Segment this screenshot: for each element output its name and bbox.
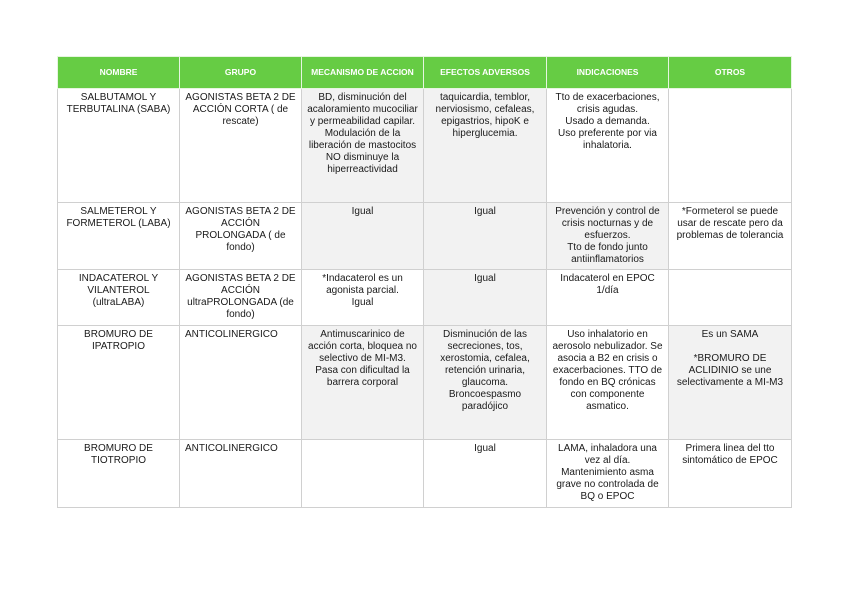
cell-mecanismo: BD, disminución del acaloramiento mucociliar y permeabilidad capilar. Modulación de la liberación de mastocitos NO disminuye la hiperreactividad	[302, 89, 424, 203]
header-grupo: GRUPO	[180, 57, 302, 89]
header-indicaciones: INDICACIONES	[547, 57, 669, 89]
cell-grupo: ANTICOLINERGICO	[180, 326, 302, 440]
cell-efectos: Igual	[424, 203, 547, 270]
cell-efectos: Igual	[424, 440, 547, 508]
cell-mecanismo: Igual	[302, 203, 424, 270]
cell-efectos: Igual	[424, 270, 547, 326]
cell-otros: Es un SAMA *BROMURO DE ACLIDINIO se une selectivamente a MI-M3	[669, 326, 792, 440]
table-row	[58, 89, 792, 203]
cell-mecanismo: *Indacaterol es un agonista parcial. Igual	[302, 270, 424, 326]
header-row	[58, 57, 792, 89]
cell-otros	[669, 89, 792, 203]
cell-otros: Primera linea del tto sintomático de EPOC	[669, 440, 792, 508]
cell-otros: *Formeterol se puede usar de rescate pero da problemas de tolerancia	[669, 203, 792, 270]
cell-grupo: AGONISTAS BETA 2 DE ACCIÓN PROLONGADA ( de fondo)	[180, 203, 302, 270]
cell-efectos: Disminución de las secreciones, tos, xerostomia, cefalea, retención urinaria, glaucoma. Broncoespasmo paradójico	[424, 326, 547, 440]
cell-nombre: BROMURO DE IPATROPIO	[58, 326, 180, 440]
cell-indicaciones: Indacaterol en EPOC 1/día	[547, 270, 669, 326]
header-mecanismo: MECANISMO DE ACCION	[302, 57, 424, 89]
table-row	[58, 270, 792, 326]
cell-nombre: SALMETEROL Y FORMETEROL (LABA)	[58, 203, 180, 270]
cell-nombre: BROMURO DE TIOTROPIO	[58, 440, 180, 508]
header-efectos: EFECTOS ADVERSOS	[424, 57, 547, 89]
cell-nombre: INDACATEROL Y VILANTEROL (ultraLABA)	[58, 270, 180, 326]
cell-efectos: taquicardia, temblor, nerviosismo, cefaleas, epigastrios, hipoK e hiperglucemia.	[424, 89, 547, 203]
cell-grupo: AGONISTAS BETA 2 DE ACCIÓN CORTA ( de rescate)	[180, 89, 302, 203]
cell-indicaciones: Prevención y control de crisis nocturnas y de esfuerzos. Tto de fondo junto antiinflamatorios	[547, 203, 669, 270]
header-otros: OTROS	[669, 57, 792, 89]
cell-grupo: ANTICOLINERGICO	[180, 440, 302, 508]
table-row	[58, 326, 792, 440]
cell-mecanismo	[302, 440, 424, 508]
cell-grupo: AGONISTAS BETA 2 DE ACCIÓN ultraPROLONGADA (de fondo)	[180, 270, 302, 326]
cell-indicaciones: LAMA, inhaladora una vez al día. Mantenimiento asma grave no controlada de BQ o EPOC	[547, 440, 669, 508]
cell-otros	[669, 270, 792, 326]
cell-mecanismo: Antimuscarinico de acción corta, bloquea no selectivo de MI-M3. Pasa con dificultad la barrera corporal	[302, 326, 424, 440]
header-nombre: NOMBRE	[58, 57, 180, 89]
table-row	[58, 440, 792, 508]
cell-indicaciones: Uso inhalatorio en aerosolo nebulizador. Se asocia a B2 en crisis o exacerbaciones. TTO de fondo en BQ crónicas con componente asmatico.	[547, 326, 669, 440]
drug-table	[57, 56, 792, 508]
cell-nombre: SALBUTAMOL Y TERBUTALINA (SABA)	[58, 89, 180, 203]
cell-indicaciones: Tto de exacerbaciones, crisis agudas. Usado a demanda. Uso preferente por via inhalatoria.	[547, 89, 669, 203]
table-row	[58, 203, 792, 270]
